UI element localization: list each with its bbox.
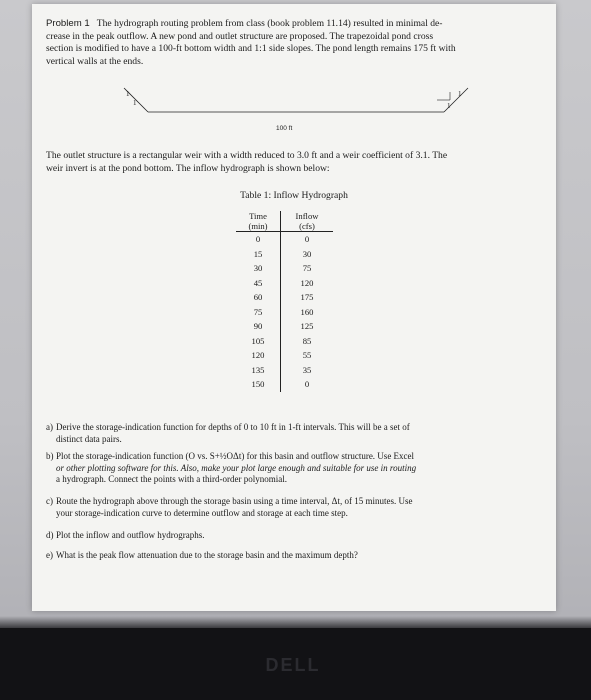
table-row	[236, 363, 333, 378]
task-e-line-1: What is the peak flow attenuation due to the storage basin and the maximum depth?	[56, 550, 358, 560]
task-b-line-3: a hydrograph. Connect the points with a third-order polynomial.	[56, 474, 287, 484]
task-b-line-2: or other plotting software for this. Also, make your plot large enough and suitable for use in routing	[56, 462, 417, 473]
task-d-label: d)	[46, 530, 54, 540]
bottom-width-label: 100 ft	[276, 125, 293, 132]
inflow-cell: 175	[300, 292, 314, 303]
task-d	[46, 530, 542, 542]
table-row	[236, 334, 333, 349]
inflow-cell: 0	[304, 234, 310, 245]
inflow-cell: 125	[300, 321, 314, 332]
table-caption: Table 1: Inflow Hydrograph	[240, 190, 348, 201]
time-cell: 0	[236, 232, 281, 247]
table-row	[236, 305, 333, 320]
inflow-unit-label: (cfs)	[299, 221, 315, 231]
outlet-description	[46, 150, 542, 175]
table-row	[236, 319, 333, 334]
task-b	[46, 451, 542, 486]
table-row	[236, 276, 333, 291]
intro-line-1: The hydrograph routing problem from class (book problem 11.14) resulted in minimal de-	[96, 18, 443, 29]
time-cell: 90	[236, 319, 281, 334]
problem-intro	[46, 18, 542, 68]
table-row	[236, 261, 333, 276]
inflow-cell: 75	[302, 263, 312, 274]
time-cell: 120	[236, 348, 281, 363]
time-cell: 45	[236, 276, 281, 291]
inflow-cell: 0	[304, 379, 310, 390]
inflow-cell: 160	[300, 306, 314, 317]
outlet-line-1: The outlet structure is a rectangular weir with a width reduced to 3.0 ft and a weir coefficient of 3.1. The	[46, 150, 448, 161]
table-row	[236, 232, 333, 247]
task-c-label: c)	[46, 496, 53, 506]
task-c-line-2: your storage-indication curve to determine outflow and storage at each time step.	[56, 507, 348, 518]
time-cell: 30	[236, 261, 281, 276]
time-unit-label: (min)	[248, 221, 268, 231]
left-slope-top-label: 1	[126, 90, 130, 98]
time-column-header	[236, 211, 281, 232]
inflow-hydrograph-table	[236, 211, 333, 392]
inflow-cell: 30	[302, 248, 312, 259]
problem-heading: Problem 1	[46, 18, 90, 29]
table-row	[236, 348, 333, 363]
intro-line-3: section is modified to have a 100-ft bottom width and 1:1 side slopes. The pond length remains 175 ft with	[46, 43, 456, 54]
table-header-row	[236, 211, 333, 232]
intro-line-2: crease in the peak outflow. A new pond and outlet structure are proposed. The trapezoidal pond cross	[46, 30, 434, 42]
inflow-column-header	[281, 211, 334, 232]
task-a	[46, 422, 542, 445]
table-row	[236, 377, 333, 392]
time-header-label: Time	[249, 211, 267, 221]
task-c	[46, 496, 542, 519]
inflow-cell: 55	[302, 350, 312, 361]
time-cell: 105	[236, 334, 281, 349]
task-c-line-1: Route the hydrograph above through the storage basin using a time interval, Δt, of 15 minutes. Use	[56, 496, 413, 506]
outlet-line-2: weir invert is at the pond bottom. The inflow hydrograph is shown below:	[46, 162, 330, 174]
homework-page	[32, 4, 556, 611]
time-cell: 150	[236, 377, 281, 392]
inflow-cell: 120	[300, 277, 314, 288]
time-cell: 60	[236, 290, 281, 305]
pond-cross-section-figure	[32, 78, 556, 138]
task-b-label: b)	[46, 451, 54, 461]
time-cell: 15	[236, 247, 281, 262]
task-e	[46, 550, 542, 562]
left-slope-side-label: 1	[133, 99, 137, 107]
dell-logo: DELL	[265, 655, 321, 675]
inflow-header-label: Inflow	[295, 211, 319, 221]
task-a-label: a)	[46, 422, 53, 432]
right-slope-top-label: 1	[458, 90, 462, 98]
task-a-line-2: distinct data pairs.	[56, 433, 122, 444]
inflow-cell: 35	[302, 364, 312, 375]
task-b-line-1: Plot the storage-indication function (O vs. S+½OΔt) for this basin and outflow structure. Use Excel	[56, 451, 415, 461]
task-e-label: e)	[46, 550, 53, 560]
table-row	[236, 247, 333, 262]
inflow-cell: 85	[302, 335, 312, 346]
time-cell: 135	[236, 363, 281, 378]
table-row	[236, 290, 333, 305]
right-slope-side-label: 1	[447, 102, 451, 110]
intro-line-4: vertical walls at the ends.	[46, 55, 144, 67]
time-cell: 75	[236, 305, 281, 320]
task-d-line-1: Plot the inflow and outflow hydrographs.	[56, 530, 205, 540]
task-a-line-1: Derive the storage-indication function for depths of 0 to 10 ft in 1-ft intervals. This will be a set of	[56, 422, 410, 432]
